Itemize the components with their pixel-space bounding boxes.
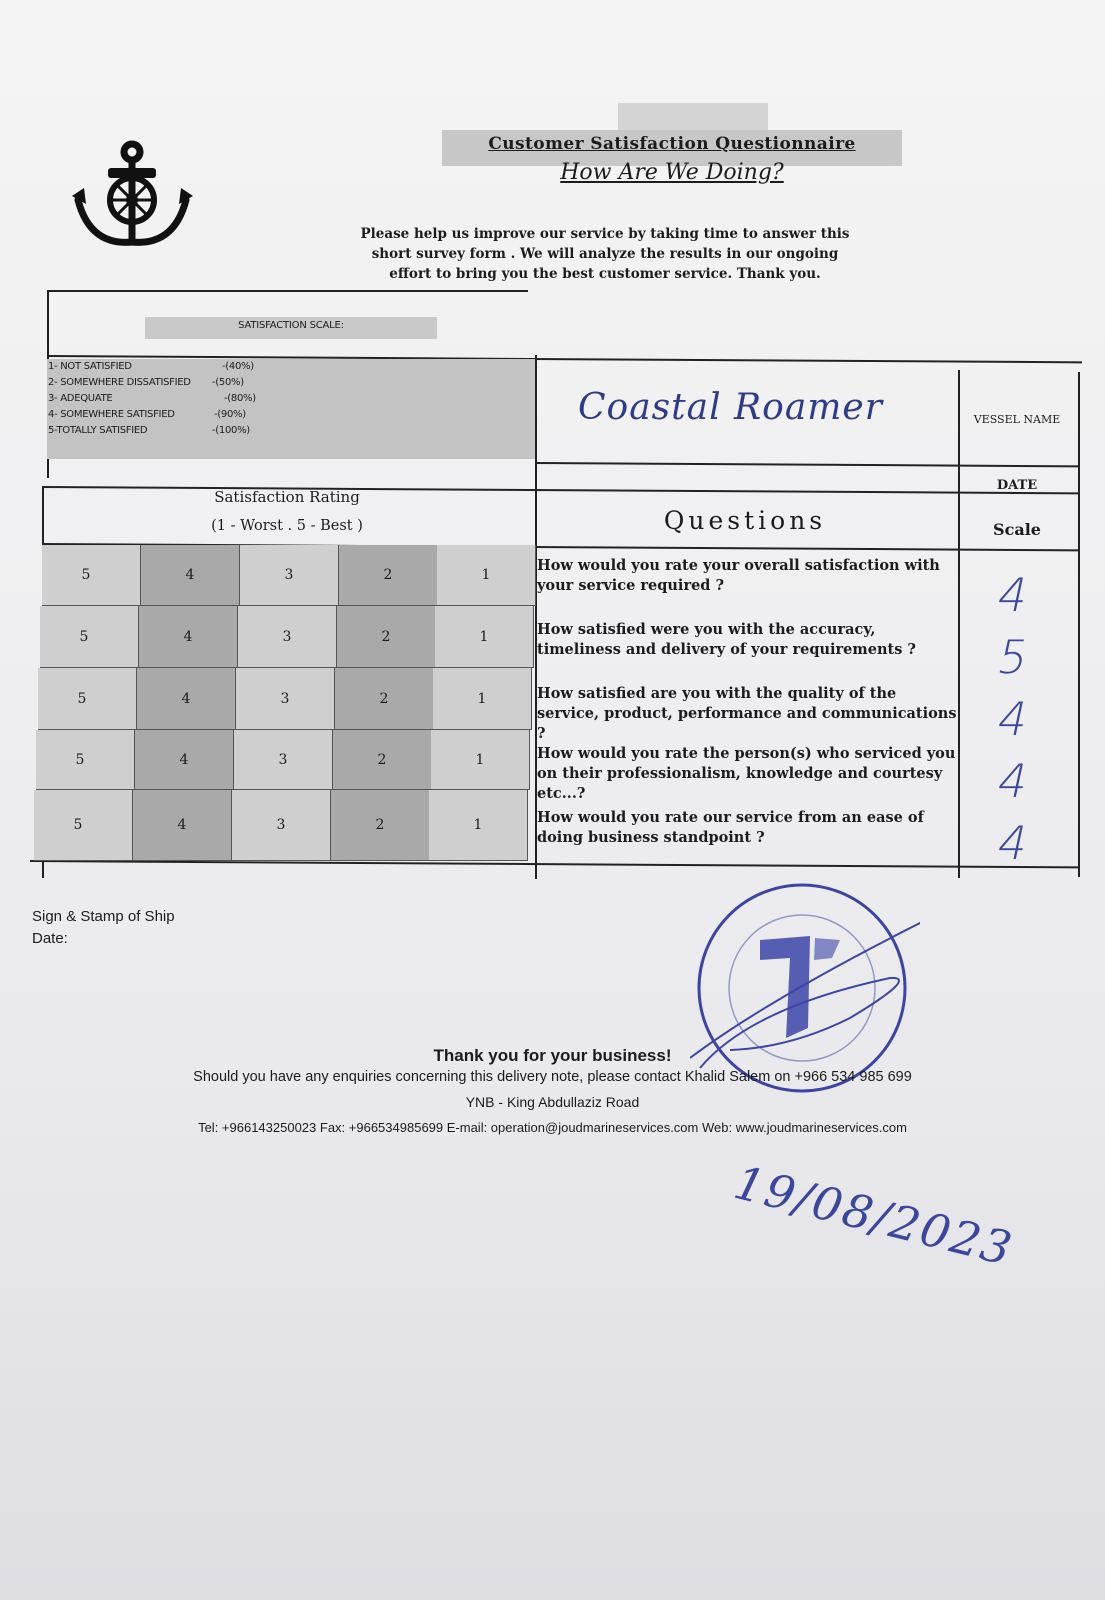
rating-option-5[interactable] xyxy=(36,730,135,790)
sign-date-label: Date: xyxy=(32,930,68,947)
footer-address: YNB - King Abdullaziz Road xyxy=(465,1094,640,1110)
title-band-top xyxy=(618,103,768,133)
rating-option-label: 4 xyxy=(185,567,195,583)
question-text: How would you rate the person(s) who serviced you on their professionalism, knowledge and courtesy etc...? xyxy=(537,745,956,802)
handwritten-date: 19/08/2023 xyxy=(728,1155,1019,1277)
rating-option-label: 5 xyxy=(77,690,87,707)
rating-option-4[interactable] xyxy=(141,545,240,606)
rating-option-label: 1 xyxy=(475,751,485,768)
answer-value: 4 xyxy=(992,692,1034,746)
rating-option-1[interactable] xyxy=(437,545,536,606)
rating-option-label: 3 xyxy=(276,817,286,833)
anchor-logo-icon xyxy=(70,138,195,256)
rating-option-label: 3 xyxy=(278,751,288,768)
table-line xyxy=(535,462,1080,467)
rating-option-label: 4 xyxy=(177,817,187,833)
rating-option-label: 5 xyxy=(79,628,89,645)
answer-value: 5 xyxy=(992,630,1034,684)
rating-option-label: 3 xyxy=(284,567,294,583)
rating-option-3[interactable] xyxy=(240,545,339,606)
rating-option-1[interactable] xyxy=(429,790,528,861)
page-subtitle: How Are We Doing? xyxy=(560,160,784,185)
rating-option-4[interactable] xyxy=(135,730,234,790)
rating-option-5[interactable] xyxy=(40,606,139,668)
rating-option-label: 1 xyxy=(481,567,491,583)
rating-option-label: 5 xyxy=(81,567,91,583)
rating-option-label: 5 xyxy=(75,751,85,768)
scale-item-name: 4- SOMEWHERE SATISFIED xyxy=(48,409,175,420)
question-text: How would you rate our service from an ease of doing business standpoint ? xyxy=(537,809,924,846)
rating-option-label: 2 xyxy=(375,817,385,833)
rating-option-2[interactable] xyxy=(333,730,432,790)
rating-option-4[interactable] xyxy=(133,790,232,861)
rating-option-label: 4 xyxy=(183,628,193,645)
vessel-name-label: VESSEL NAME xyxy=(973,413,1061,426)
table-line xyxy=(1078,372,1080,877)
rating-option-1[interactable] xyxy=(431,730,530,790)
rating-option-label: 4 xyxy=(179,751,189,768)
rating-option-1[interactable] xyxy=(433,668,532,730)
rating-option-label: 1 xyxy=(477,690,487,707)
footer-contact: Tel: +966143250023 Fax: +966534985699 E-mail: operation@joudmarineservices.com Web: www.joudmarineservices.com xyxy=(198,1120,907,1135)
table-line xyxy=(958,370,960,878)
rating-option-label: 1 xyxy=(473,817,483,833)
rating-option-3[interactable] xyxy=(238,606,337,668)
rating-title: Satisfaction Rating xyxy=(214,488,360,506)
footer-thanks: Thank you for your business! xyxy=(433,1046,672,1065)
date-label: DATE xyxy=(996,478,1038,493)
sign-block xyxy=(32,906,175,950)
rating-option-label: 2 xyxy=(379,690,389,707)
rating-option-2[interactable] xyxy=(337,606,436,668)
vessel-name-value: Coastal Roamer xyxy=(578,387,883,428)
rating-option-2[interactable] xyxy=(335,668,434,730)
rating-option-5[interactable] xyxy=(38,668,137,730)
rating-option-4[interactable] xyxy=(139,606,238,668)
question-text: How satisfied are you with the quality of the service, product, performance and communications ? xyxy=(537,685,957,742)
scale-label: SATISFACTION SCALE: xyxy=(238,320,344,331)
table-line xyxy=(48,290,528,292)
scale-item-name: 5-TOTALLY SATISFIED xyxy=(48,425,148,436)
rating-option-2[interactable] xyxy=(339,545,438,606)
footer-enquiry: Should you have any enquiries concerning this delivery note, please contact Khalid Salem on +966 534 985 699 xyxy=(193,1069,912,1085)
rating-option-3[interactable] xyxy=(236,668,335,730)
scale-item-pct: -(100%) xyxy=(212,425,250,436)
intro-text: Please help us improve our service by taking time to answer this short survey form . We will analyze the results in our ongoing effort to bring you the best customer service. Thank you. xyxy=(360,226,850,282)
scale-item-pct: -(50%) xyxy=(212,377,244,388)
rating-option-4[interactable] xyxy=(137,668,236,730)
scale-item-pct: -(90%) xyxy=(214,409,246,420)
sign-label: Sign & Stamp of Ship xyxy=(32,908,175,925)
scale-item-name: 2- SOMEWHERE DISSATISFIED xyxy=(48,377,191,388)
scale-item-pct: -(80%) xyxy=(224,393,256,404)
rating-option-label: 3 xyxy=(280,690,290,707)
question-text: How would you rate your overall satisfaction with your service required ? xyxy=(537,557,940,594)
page-title: Customer Satisfaction Questionnaire xyxy=(488,134,856,154)
answer-value: 4 xyxy=(992,754,1034,808)
rating-option-label: 3 xyxy=(282,628,292,645)
rating-option-label: 4 xyxy=(181,690,191,707)
rating-option-5[interactable] xyxy=(34,790,133,861)
rating-option-label: 2 xyxy=(383,567,393,583)
scale-header: Scale xyxy=(993,520,1041,539)
rating-option-1[interactable] xyxy=(435,606,534,668)
rating-option-label: 1 xyxy=(479,628,489,645)
table-line xyxy=(30,860,1080,868)
rating-option-label: 2 xyxy=(381,628,391,645)
rating-option-3[interactable] xyxy=(234,730,333,790)
rating-option-5[interactable] xyxy=(42,545,141,606)
answer-value: 4 xyxy=(992,568,1034,622)
scale-item-pct: -(40%) xyxy=(222,361,254,372)
rating-option-label: 2 xyxy=(377,751,387,768)
rating-option-label: 5 xyxy=(73,817,83,833)
question-text: How satisfied were you with the accuracy, timeliness and delivery of your requirements ? xyxy=(537,621,916,658)
questions-header: Questions xyxy=(663,506,827,535)
rating-option-3[interactable] xyxy=(232,790,331,861)
rating-subtitle: (1 - Worst . 5 - Best ) xyxy=(211,518,363,534)
rating-option-2[interactable] xyxy=(331,790,430,861)
scale-item-name: 3- ADEQUATE xyxy=(48,393,113,404)
answer-value: 4 xyxy=(992,816,1034,870)
scale-item-name: 1- NOT SATISFIED xyxy=(48,361,132,372)
